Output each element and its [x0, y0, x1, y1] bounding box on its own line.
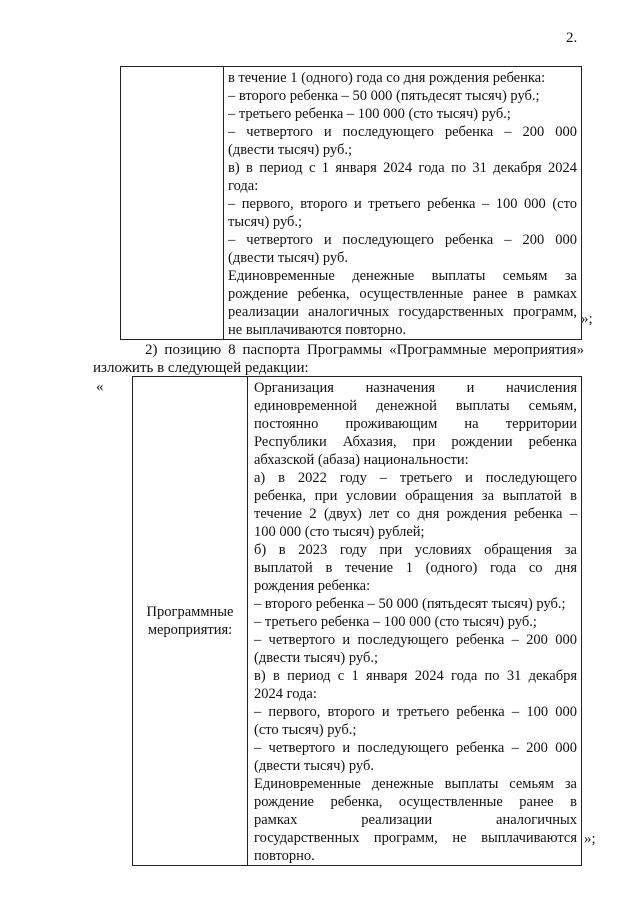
text-line: в) в период с 1 января 2024 года по 31 декабря 2024: [228, 160, 577, 176]
paragraph-line-1: 2) позицию 8 паспорта Программы «Программные мероприятия»: [145, 342, 584, 358]
text-line: государственных программ, не выплачиваются: [254, 830, 577, 846]
label-cell: [133, 377, 248, 866]
text-line: в течение 1 (одного) года со дня рождения ребенка:: [228, 70, 546, 86]
programs-label: Программные мероприятия:: [146, 604, 234, 638]
text-line: течение 2 (двух) лет со дня рождения ребенка –: [254, 506, 577, 522]
text-line: – четвертого и последующего ребенка – 200 000: [254, 632, 577, 648]
text-line: (двести тысяч) руб.: [228, 250, 348, 266]
text-line: б) в 2023 году при условиях обращения за: [254, 542, 577, 558]
text-line: (двести тысяч) руб.;: [228, 142, 353, 158]
program-measures-table: [132, 376, 582, 866]
text-line: – первого, второго и третьего ребенка – 100 000: [254, 704, 577, 720]
amendment-paragraph: [94, 341, 584, 377]
text-line: – второго ребенка – 50 000 (пятьдесят тысяч) руб.;: [254, 596, 566, 612]
text-line: Республики Абхазия, при рождении ребенка: [254, 434, 577, 450]
text-line: реализации аналогичных государственных программ,: [228, 304, 577, 320]
text-line: тысяч) руб.;: [228, 214, 303, 230]
text-line: 2024 года:: [254, 686, 317, 702]
text-line: – третьего ребенка – 100 000 (сто тысяч) руб.;: [254, 614, 537, 630]
closing-quote: »;: [581, 311, 593, 327]
text-line: рождение ребенка, осуществленные ранее в рамках: [228, 286, 577, 302]
text-line: рождения ребенка:: [254, 578, 371, 594]
text-line: в) в период с 1 января 2024 года по 31 декабря: [254, 668, 577, 684]
text-line: Организация назначения и начисления: [254, 380, 577, 396]
table2-text: [254, 379, 577, 865]
text-line: не выплачиваются повторно.: [228, 322, 407, 338]
text-line: года:: [228, 178, 259, 194]
text-line: рождение ребенка, осуществленные ранее в: [254, 794, 577, 810]
table1-text: [228, 69, 577, 339]
paragraph-line-2: изложить в следующей редакции:: [93, 360, 309, 376]
opening-quote: «: [96, 379, 104, 395]
closing-quote: »;: [584, 831, 596, 847]
text-line: рамках реализации аналогичных: [254, 812, 577, 828]
text-line: единовременной денежной выплаты семьям,: [254, 398, 577, 414]
continuation-table: [120, 66, 582, 340]
text-line: 100 000 (сто тысяч) рублей;: [254, 524, 425, 540]
text-line: выплатой в течение 1 (одного) года со дня: [254, 560, 577, 576]
text-line: (сто тысяч) руб.;: [254, 722, 357, 738]
text-line: (двести тысяч) руб.: [254, 758, 374, 774]
text-line: – третьего ребенка – 100 000 (сто тысяч) руб.;: [228, 106, 511, 122]
text-line: – четвертого и последующего ребенка – 200 000: [228, 124, 577, 140]
text-line: – первого, второго и третьего ребенка – 100 000 (сто: [228, 196, 577, 212]
text-line: – четвертого и последующего ребенка – 200 000: [254, 740, 577, 756]
text-line: постоянно проживающим на территории: [254, 416, 577, 432]
content-cell: [224, 67, 582, 340]
text-line: Единовременные денежные выплаты семьям за: [228, 268, 577, 284]
text-line: абхазской (абаза) национальности:: [254, 452, 469, 468]
page-number: 2.: [566, 30, 578, 46]
text-line: – четвертого и последующего ребенка – 200 000: [228, 232, 577, 248]
text-line: – второго ребенка – 50 000 (пятьдесят тысяч) руб.;: [228, 88, 540, 104]
text-line: повторно.: [254, 848, 315, 864]
text-line: а) в 2022 году – третьего и последующего: [254, 470, 577, 486]
text-line: Единовременные денежные выплаты семьям за: [254, 776, 577, 792]
text-line: ребенка, при условии обращения за выплатой в: [254, 488, 577, 504]
content-cell: [248, 377, 582, 866]
empty-label-cell: [121, 67, 224, 340]
text-line: (двести тысяч) руб.;: [254, 650, 379, 666]
